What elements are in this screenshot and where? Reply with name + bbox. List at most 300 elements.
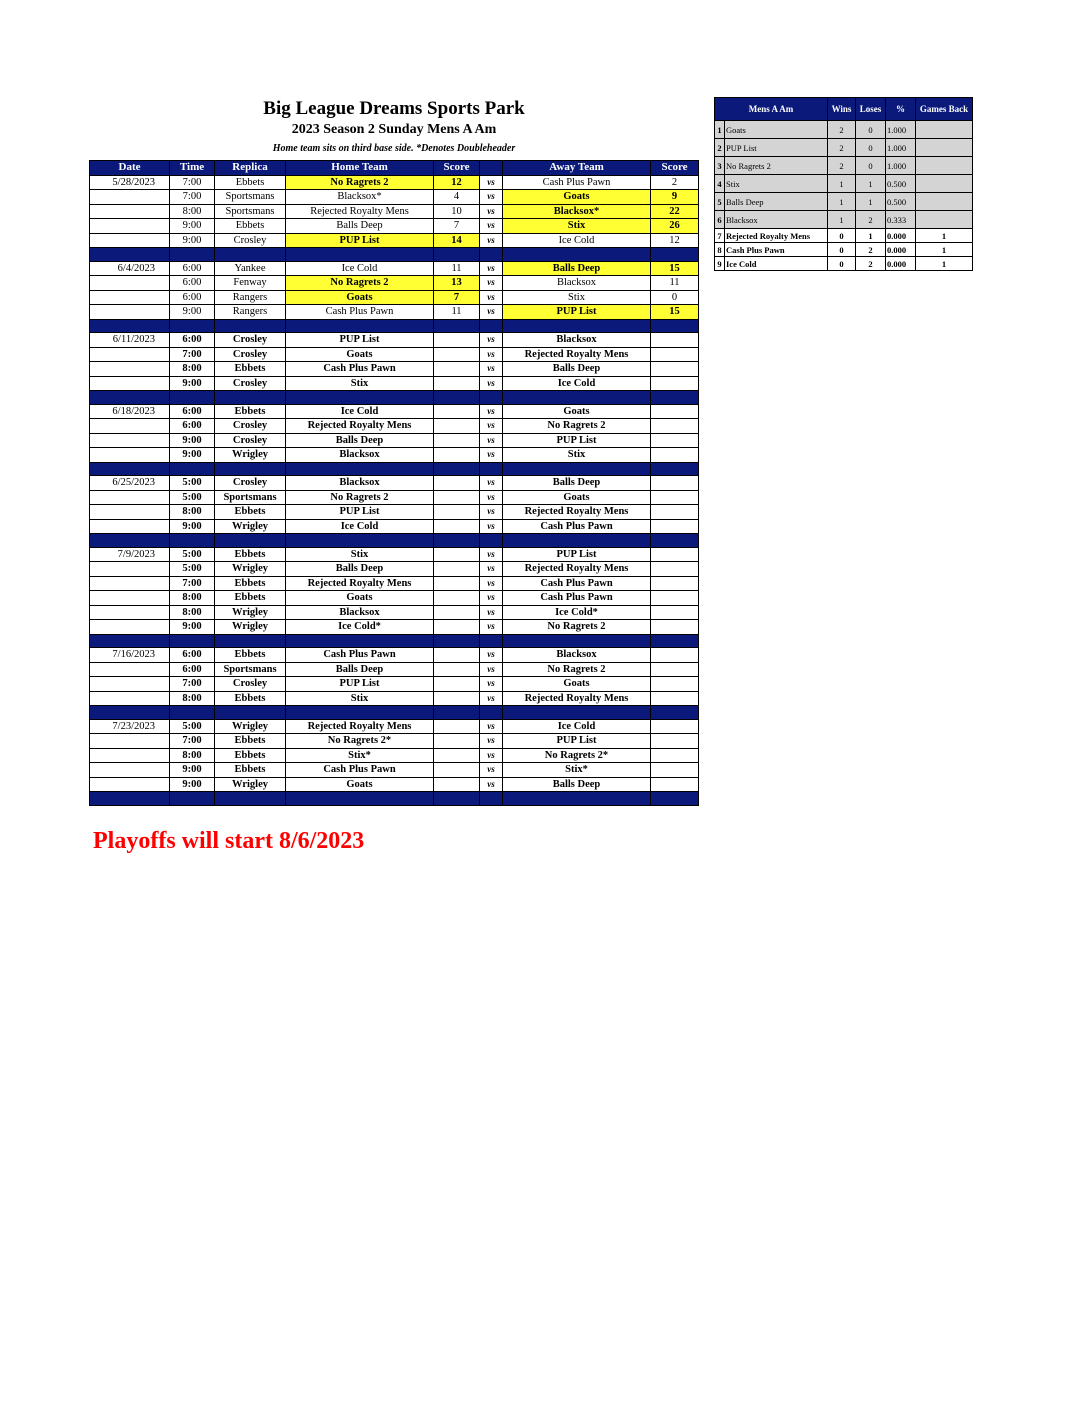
away-team: Goats [503, 490, 651, 505]
vs-label: vs [480, 734, 503, 749]
away-team: Stix [503, 448, 651, 463]
standings-row [715, 157, 973, 175]
game-field: Yankee [215, 261, 286, 276]
week-separator [90, 634, 699, 648]
col-vs [480, 161, 503, 176]
home-score [434, 777, 480, 792]
game-date [90, 490, 170, 505]
away-score [651, 562, 699, 577]
game-date [90, 505, 170, 520]
home-team: Stix [286, 547, 434, 562]
game-field: Sportsmans [215, 490, 286, 505]
week-separator [90, 319, 699, 333]
vs-label: vs [480, 362, 503, 377]
home-team: Blacksox [286, 476, 434, 491]
game-date [90, 219, 170, 234]
away-team: Ice Cold [503, 376, 651, 391]
vs-label: vs [480, 333, 503, 348]
standings-wins: 1 [828, 193, 856, 211]
standings-pct: 0.500 [886, 193, 916, 211]
away-team: Blacksox [503, 648, 651, 663]
game-time: 5:00 [170, 547, 215, 562]
away-score [651, 490, 699, 505]
away-score [651, 734, 699, 749]
away-score [651, 433, 699, 448]
home-team: Cash Plus Pawn [286, 305, 434, 320]
game-date [90, 419, 170, 434]
game-field: Crosley [215, 677, 286, 692]
standings-wins: 1 [828, 211, 856, 229]
home-team: Ice Cold [286, 404, 434, 419]
away-score [651, 605, 699, 620]
game-time: 7:00 [170, 677, 215, 692]
game-time: 7:00 [170, 734, 215, 749]
game-date [90, 204, 170, 219]
game-field: Crosley [215, 233, 286, 248]
away-team: Cash Plus Pawn [503, 576, 651, 591]
standings-rank: 1 [715, 121, 725, 139]
standings-pct: 0.000 [886, 243, 916, 257]
game-date [90, 605, 170, 620]
away-score [651, 691, 699, 706]
home-team: No Ragrets 2 [286, 276, 434, 291]
home-score [434, 576, 480, 591]
standings-row [715, 243, 973, 257]
game-field: Sportsmans [215, 204, 286, 219]
away-score [651, 677, 699, 692]
standings-col-pct: % [886, 98, 916, 121]
home-team: Blacksox* [286, 190, 434, 205]
game-field: Ebbets [215, 576, 286, 591]
away-team: No Ragrets 2* [503, 748, 651, 763]
table-row [90, 605, 699, 620]
week-separator [90, 462, 699, 476]
game-time: 9:00 [170, 519, 215, 534]
home-score [434, 648, 480, 663]
away-team: Goats [503, 404, 651, 419]
game-field: Fenway [215, 276, 286, 291]
standings-pct: 1.000 [886, 157, 916, 175]
away-score [651, 505, 699, 520]
game-field: Ebbets [215, 763, 286, 778]
home-score [434, 419, 480, 434]
home-score: 7 [434, 290, 480, 305]
vs-label: vs [480, 419, 503, 434]
game-time: 8:00 [170, 591, 215, 606]
home-score: 14 [434, 233, 480, 248]
game-date [90, 777, 170, 792]
away-score [651, 347, 699, 362]
col-time: Time [170, 161, 215, 176]
game-date [90, 691, 170, 706]
away-team: Rejected Royalty Mens [503, 505, 651, 520]
table-row [90, 576, 699, 591]
game-time: 6:00 [170, 261, 215, 276]
away-team: Cash Plus Pawn [503, 519, 651, 534]
game-time: 6:00 [170, 276, 215, 291]
game-field: Sportsmans [215, 662, 286, 677]
game-date [90, 763, 170, 778]
game-time: 6:00 [170, 290, 215, 305]
standings-losses: 1 [856, 229, 886, 243]
table-row [90, 276, 699, 291]
standings-team: No Ragrets 2 [725, 157, 828, 175]
game-time: 8:00 [170, 362, 215, 377]
col-replica: Replica [215, 161, 286, 176]
home-team: Blacksox [286, 605, 434, 620]
game-field: Wrigley [215, 448, 286, 463]
home-score [434, 591, 480, 606]
away-score [651, 719, 699, 734]
home-score [434, 476, 480, 491]
game-date [90, 433, 170, 448]
week-separator [90, 248, 699, 262]
vs-label: vs [480, 476, 503, 491]
table-row [90, 677, 699, 692]
game-time: 8:00 [170, 748, 215, 763]
standings-losses: 1 [856, 193, 886, 211]
game-field: Crosley [215, 433, 286, 448]
week-separator [90, 391, 699, 405]
table-row [90, 591, 699, 606]
standings-team: Goats [725, 121, 828, 139]
game-time: 6:00 [170, 648, 215, 663]
away-score [651, 648, 699, 663]
away-team: Rejected Royalty Mens [503, 347, 651, 362]
home-team: Ice Cold [286, 519, 434, 534]
game-date [90, 305, 170, 320]
game-field: Ebbets [215, 175, 286, 190]
table-row [90, 175, 699, 190]
standings-row [715, 229, 973, 243]
home-team: Balls Deep [286, 433, 434, 448]
game-field: Ebbets [215, 591, 286, 606]
game-date [90, 276, 170, 291]
col-home-score: Score [434, 161, 480, 176]
table-row [90, 305, 699, 320]
standings-rank: 3 [715, 157, 725, 175]
standings-rank: 6 [715, 211, 725, 229]
standings-team: Cash Plus Pawn [725, 243, 828, 257]
game-date [90, 376, 170, 391]
table-row [90, 290, 699, 305]
vs-label: vs [480, 233, 503, 248]
home-team: Rejected Royalty Mens [286, 419, 434, 434]
vs-label: vs [480, 190, 503, 205]
standings-wins: 0 [828, 243, 856, 257]
home-score: 12 [434, 175, 480, 190]
home-team: Stix [286, 376, 434, 391]
away-team: Stix* [503, 763, 651, 778]
table-row [90, 505, 699, 520]
home-score [434, 333, 480, 348]
standings-pct: 0.000 [886, 257, 916, 271]
home-score [434, 433, 480, 448]
standings-pct: 0.000 [886, 229, 916, 243]
table-row [90, 347, 699, 362]
standings-games-back [916, 193, 973, 211]
vs-label: vs [480, 591, 503, 606]
game-time: 6:00 [170, 333, 215, 348]
game-time: 9:00 [170, 763, 215, 778]
table-row [90, 204, 699, 219]
standings-col-games-back: Games Back [916, 98, 973, 121]
game-date [90, 347, 170, 362]
home-score [434, 677, 480, 692]
home-score [434, 562, 480, 577]
game-field: Ebbets [215, 648, 286, 663]
away-team: Balls Deep [503, 777, 651, 792]
game-field: Wrigley [215, 562, 286, 577]
away-score: 9 [651, 190, 699, 205]
home-team: Goats [286, 347, 434, 362]
table-row [90, 648, 699, 663]
away-score [651, 404, 699, 419]
vs-label: vs [480, 691, 503, 706]
away-score [651, 362, 699, 377]
standings-games-back: 1 [916, 229, 973, 243]
away-team: PUP List [503, 305, 651, 320]
home-score: 7 [434, 219, 480, 234]
game-time: 7:00 [170, 190, 215, 205]
away-score [651, 547, 699, 562]
home-score [434, 748, 480, 763]
vs-label: vs [480, 719, 503, 734]
standings-games-back: 1 [916, 243, 973, 257]
home-team: Stix [286, 691, 434, 706]
home-team: Stix* [286, 748, 434, 763]
game-date [90, 734, 170, 749]
away-score: 12 [651, 233, 699, 248]
away-team: Balls Deep [503, 362, 651, 377]
standings-games-back [916, 175, 973, 193]
home-team: No Ragrets 2* [286, 734, 434, 749]
home-team: Rejected Royalty Mens [286, 576, 434, 591]
game-time: 9:00 [170, 376, 215, 391]
schedule-note: Home team sits on third base side. *Denotes Doubleheader [272, 143, 516, 154]
home-score [434, 376, 480, 391]
table-row [90, 562, 699, 577]
game-time: 8:00 [170, 691, 215, 706]
away-score [651, 476, 699, 491]
game-time: 9:00 [170, 305, 215, 320]
vs-label: vs [480, 347, 503, 362]
away-score [651, 748, 699, 763]
standings-pct: 0.500 [886, 175, 916, 193]
table-row [90, 219, 699, 234]
week-separator [90, 706, 699, 720]
standings-pct: 1.000 [886, 139, 916, 157]
game-date: 6/4/2023 [90, 261, 170, 276]
away-score [651, 662, 699, 677]
table-row [90, 748, 699, 763]
home-team: Balls Deep [286, 662, 434, 677]
table-row [90, 691, 699, 706]
home-score [434, 362, 480, 377]
standings-team: PUP List [725, 139, 828, 157]
table-row [90, 333, 699, 348]
standings-row [715, 211, 973, 229]
game-field: Rangers [215, 290, 286, 305]
game-time: 9:00 [170, 620, 215, 635]
standings-pct: 1.000 [886, 121, 916, 139]
table-row [90, 233, 699, 248]
away-team: Cash Plus Pawn [503, 175, 651, 190]
game-date [90, 562, 170, 577]
game-field: Crosley [215, 476, 286, 491]
table-row [90, 719, 699, 734]
vs-label: vs [480, 777, 503, 792]
vs-label: vs [480, 519, 503, 534]
vs-label: vs [480, 433, 503, 448]
schedule-body [90, 175, 699, 805]
game-date [90, 448, 170, 463]
table-row [90, 620, 699, 635]
standings-losses: 2 [856, 211, 886, 229]
standings-header-row [715, 98, 973, 121]
away-team: Balls Deep [503, 261, 651, 276]
game-date: 7/23/2023 [90, 719, 170, 734]
vs-label: vs [480, 547, 503, 562]
standings-rank: 7 [715, 229, 725, 243]
game-date: 7/16/2023 [90, 648, 170, 663]
standings-team: Ice Cold [725, 257, 828, 271]
standings-losses: 2 [856, 243, 886, 257]
standings-games-back [916, 157, 973, 175]
game-date [90, 519, 170, 534]
away-score [651, 763, 699, 778]
home-team: Balls Deep [286, 219, 434, 234]
vs-label: vs [480, 261, 503, 276]
vs-label: vs [480, 763, 503, 778]
game-date: 6/25/2023 [90, 476, 170, 491]
home-team: No Ragrets 2 [286, 490, 434, 505]
standings-wins: 1 [828, 175, 856, 193]
game-date: 6/11/2023 [90, 333, 170, 348]
home-score [434, 505, 480, 520]
table-row [90, 190, 699, 205]
home-team: Ice Cold* [286, 620, 434, 635]
standings-table [714, 97, 973, 271]
home-team: PUP List [286, 333, 434, 348]
vs-label: vs [480, 376, 503, 391]
standings-losses: 2 [856, 257, 886, 271]
away-team: Blacksox* [503, 204, 651, 219]
game-time: 9:00 [170, 219, 215, 234]
table-row [90, 376, 699, 391]
standings-col-wins: Wins [828, 98, 856, 121]
home-team: Goats [286, 777, 434, 792]
standings-losses: 0 [856, 139, 886, 157]
vs-label: vs [480, 448, 503, 463]
game-field: Ebbets [215, 748, 286, 763]
vs-label: vs [480, 620, 503, 635]
table-row [90, 404, 699, 419]
game-time: 5:00 [170, 476, 215, 491]
table-row [90, 490, 699, 505]
away-score: 15 [651, 261, 699, 276]
standings-rank: 8 [715, 243, 725, 257]
standings-row [715, 121, 973, 139]
away-score: 11 [651, 276, 699, 291]
standings-wins: 0 [828, 257, 856, 271]
away-score [651, 777, 699, 792]
game-time: 5:00 [170, 490, 215, 505]
game-date [90, 190, 170, 205]
game-date [90, 591, 170, 606]
standings-wins: 2 [828, 121, 856, 139]
home-score [434, 719, 480, 734]
home-team: No Ragrets 2 [286, 175, 434, 190]
standings-rank: 5 [715, 193, 725, 211]
vs-label: vs [480, 505, 503, 520]
standings-losses: 1 [856, 175, 886, 193]
game-time: 9:00 [170, 233, 215, 248]
away-team: Ice Cold [503, 719, 651, 734]
standings-wins: 0 [828, 229, 856, 243]
table-row [90, 261, 699, 276]
away-score: 26 [651, 219, 699, 234]
away-team: Blacksox [503, 276, 651, 291]
game-field: Ebbets [215, 734, 286, 749]
game-field: Wrigley [215, 620, 286, 635]
away-score [651, 333, 699, 348]
col-home-team: Home Team [286, 161, 434, 176]
game-field: Wrigley [215, 605, 286, 620]
game-time: 8:00 [170, 505, 215, 520]
away-team: No Ragrets 2 [503, 662, 651, 677]
home-team: Goats [286, 290, 434, 305]
game-date [90, 233, 170, 248]
standings-team: Blacksox [725, 211, 828, 229]
game-field: Crosley [215, 419, 286, 434]
game-field: Crosley [215, 347, 286, 362]
vs-label: vs [480, 648, 503, 663]
standings-rank: 9 [715, 257, 725, 271]
away-score: 15 [651, 305, 699, 320]
table-row [90, 734, 699, 749]
game-date [90, 748, 170, 763]
table-row [90, 519, 699, 534]
col-date: Date [90, 161, 170, 176]
home-team: Goats [286, 591, 434, 606]
game-time: 6:00 [170, 404, 215, 419]
standings-games-back: 1 [916, 257, 973, 271]
home-team: Cash Plus Pawn [286, 763, 434, 778]
away-score [651, 376, 699, 391]
standings-row [715, 139, 973, 157]
game-field: Crosley [215, 376, 286, 391]
home-score [434, 347, 480, 362]
home-team: Rejected Royalty Mens [286, 719, 434, 734]
game-time: 8:00 [170, 605, 215, 620]
table-row [90, 433, 699, 448]
away-score [651, 591, 699, 606]
away-score [651, 620, 699, 635]
away-score: 22 [651, 204, 699, 219]
game-date: 7/9/2023 [90, 547, 170, 562]
away-score [651, 576, 699, 591]
standings-rank: 2 [715, 139, 725, 157]
vs-label: vs [480, 404, 503, 419]
vs-label: vs [480, 748, 503, 763]
vs-label: vs [480, 305, 503, 320]
vs-label: vs [480, 562, 503, 577]
standings-losses: 0 [856, 121, 886, 139]
vs-label: vs [480, 204, 503, 219]
game-date [90, 290, 170, 305]
standings-row [715, 193, 973, 211]
